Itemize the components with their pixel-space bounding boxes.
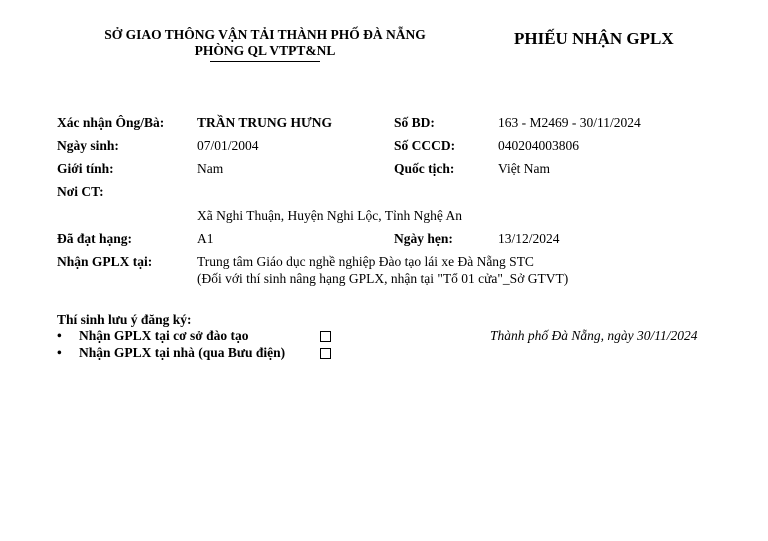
- gender-value: Nam: [197, 161, 224, 176]
- sbd-value: 163 - M2469 - 30/11/2024: [498, 115, 641, 130]
- receive-label: Nhận GPLX tại:: [57, 254, 153, 269]
- cccd-label: Số CCCD:: [394, 138, 456, 153]
- appointment-value: 13/12/2024: [498, 231, 560, 246]
- header-underline: [210, 61, 320, 62]
- document-title: PHIẾU NHẬN GPLX: [514, 29, 674, 48]
- residence-value: Xã Nghi Thuận, Huyện Nghi Lộc, Tỉnh Nghệ An: [197, 208, 462, 223]
- sbd-label: Số BD:: [394, 115, 435, 130]
- nationality-label: Quốc tịch:: [394, 161, 455, 176]
- option-row-home-delivery: [57, 345, 285, 361]
- name-label: Xác nhận Ông/Bà:: [57, 115, 165, 130]
- dob-label: Ngày sinh:: [57, 138, 119, 153]
- notes-title: Thí sinh lưu ý đăng ký:: [57, 312, 192, 327]
- cccd-value: 040204003806: [498, 138, 579, 153]
- gender-label: Giới tính:: [57, 161, 114, 176]
- appointment-label: Ngày hẹn:: [394, 231, 453, 246]
- bullet-icon: •: [57, 345, 62, 360]
- dob-value: 07/01/2004: [197, 138, 259, 153]
- class-label: Đã đạt hạng:: [57, 231, 133, 246]
- date-place-line: Thành phố Đà Nẵng, ngày 30/11/2024: [490, 328, 698, 343]
- receive-value-line-1: Trung tâm Giáo dục nghề nghiệp Đào tạo lái xe Đà Nẵng STC: [197, 254, 534, 269]
- name-value: TRẦN TRUNG HƯNG: [197, 115, 333, 130]
- nationality-value: Việt Nam: [498, 161, 551, 176]
- option-label-training-center: Nhận GPLX tại cơ sở đào tạo: [79, 328, 249, 343]
- checkbox-training-center[interactable]: [320, 331, 331, 342]
- option-row-training-center: [57, 328, 248, 344]
- class-value: A1: [197, 231, 214, 246]
- checkbox-home-delivery[interactable]: [320, 348, 331, 359]
- receive-value-line-2: (Đối với thí sinh nâng hạng GPLX, nhận tại "Tổ 01 cửa"_Sở GTVT): [197, 271, 569, 286]
- residence-label: Nơi CT:: [57, 184, 104, 199]
- org-line-1: SỞ GIAO THÔNG VẬN TẢI THÀNH PHỐ ĐÀ NẴNG: [104, 27, 426, 42]
- organization-header: [60, 27, 470, 59]
- option-label-home-delivery: Nhận GPLX tại nhà (qua Bưu điện): [79, 345, 286, 360]
- org-line-2: PHÒNG QL VTPT&NL: [194, 43, 336, 58]
- bullet-icon: •: [57, 328, 62, 343]
